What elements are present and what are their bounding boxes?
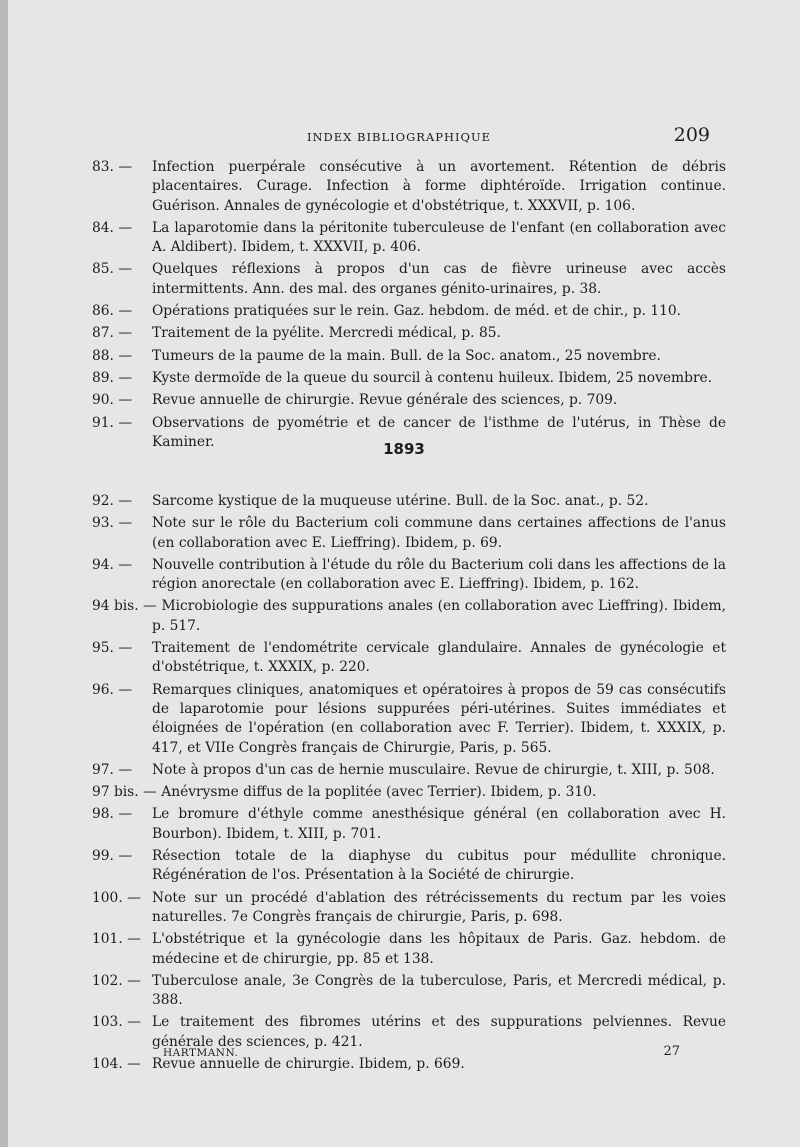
entry-text: Tuberculose anale, 3e Congrès de la tuberculose, Paris, et Mercredi médical, p. 388. bbox=[152, 972, 726, 1009]
bibliography-entry bbox=[92, 324, 726, 343]
entries-1892 bbox=[92, 158, 726, 455]
entry-text: La laparotomie dans la péritonite tuberculeuse de l'enfant (en collaboration avec A. Aldibert). Ibidem, t. XXXVII, p. 406. bbox=[152, 219, 726, 256]
entry-number: 87. — bbox=[92, 325, 133, 342]
page-header bbox=[88, 124, 710, 148]
bibliography-entry bbox=[92, 556, 726, 595]
bibliography-entry bbox=[92, 597, 726, 636]
bibliography-entry bbox=[92, 219, 726, 258]
entry-number: 104. — bbox=[92, 1056, 141, 1073]
entry-text: Kyste dermoïde de la queue du sourcil à contenu huileux. Ibidem, 25 novembre. bbox=[152, 369, 713, 386]
entry-text: Remarques cliniques, anatomiques et opératoires à propos de 59 cas consécutifs de laparotomie pour lésions suppurées péri-utérines. Suites immédiates et éloignées de l'opération (en collaboration avec F. Terrier). Ibidem, t. XXXIX, p. 417, et VIIe Congrès français de Chirurgie, Paris, p. 565. bbox=[152, 681, 726, 756]
entry-number: 97 bis. — bbox=[92, 784, 157, 801]
entry-text: Tumeurs de la paume de la main. Bull. de la Soc. anatom., 25 novembre. bbox=[152, 347, 661, 364]
footer-author: HARTMANN. bbox=[163, 1047, 239, 1059]
bibliography-entry bbox=[92, 158, 726, 216]
entry-number: 90. — bbox=[92, 392, 133, 409]
entry-text: Revue annuelle de chirurgie. Revue générale des sciences, p. 709. bbox=[152, 392, 618, 409]
bibliography-entry bbox=[92, 972, 726, 1011]
entries-1893 bbox=[92, 492, 726, 1077]
entry-number: 85. — bbox=[92, 261, 133, 278]
bibliography-entry bbox=[92, 260, 726, 299]
entry-number: 98. — bbox=[92, 806, 133, 823]
entry-text: Note sur le rôle du Bacterium coli commune dans certaines affections de l'anus (en collaboration avec E. Lieffring). Ibidem, p. 69. bbox=[152, 515, 726, 551]
entry-text: Traitement de la pyélite. Mercredi médical, p. 85. bbox=[152, 325, 501, 342]
entry-number: 89. — bbox=[92, 369, 133, 386]
bibliography-entry bbox=[92, 783, 726, 802]
year-heading: 1893 bbox=[383, 440, 425, 458]
entry-number: 84. — bbox=[92, 219, 133, 236]
entry-number: 103. — bbox=[92, 1014, 141, 1031]
book-page bbox=[8, 0, 800, 1147]
entry-text: Microbiologie des suppurations anales (en collaboration avec Lieffring). Ibidem, p. 517. bbox=[152, 598, 727, 634]
entry-text: Sarcome kystique de la muqueuse utérine. Bull. de la Soc. anat., p. 52. bbox=[152, 493, 649, 509]
bibliography-entry bbox=[92, 889, 726, 928]
entry-number: 99. — bbox=[92, 848, 133, 865]
bibliography-entry bbox=[92, 847, 726, 886]
entry-text: Opérations pratiquées sur le rein. Gaz. hebdom. de méd. et de chir., p. 110. bbox=[152, 303, 682, 320]
entry-number: 92. — bbox=[92, 493, 133, 509]
entry-number: 94 bis. — bbox=[92, 598, 157, 615]
entry-text: Quelques réflexions à propos d'un cas de fièvre urineuse avec accès intermittents. Ann. des mal. des organes génito-urinaires, p. 38. bbox=[152, 261, 726, 297]
bibliography-entry bbox=[92, 639, 726, 678]
page-number: 209 bbox=[673, 124, 710, 146]
entry-number: 101. — bbox=[92, 931, 141, 948]
bibliography-entry bbox=[92, 347, 726, 366]
entry-text: Infection puerpérale consécutive à un avortement. Rétention de débris placentaires. Curage. Infection à forme diphtéroïde. Irrigation continue. Guérison. Annales de gynécologie et d'obstétrique, t. XXXVII, p. 106. bbox=[152, 159, 726, 214]
entry-number: 97. — bbox=[92, 761, 133, 778]
bibliography-entry bbox=[92, 761, 726, 780]
entry-number: 83. — bbox=[92, 159, 133, 175]
signature-mark: 27 bbox=[663, 1044, 680, 1059]
entry-number: 95. — bbox=[92, 640, 133, 657]
entry-number: 91. — bbox=[92, 414, 133, 431]
bibliography-entry bbox=[92, 492, 726, 511]
running-title: INDEX BIBLIOGRAPHIQUE bbox=[306, 130, 492, 144]
entry-text: L'obstétrique et la gynécologie dans les hôpitaux de Paris. Gaz. hebdom. de médecine et de chirurgie, pp. 85 et 138. bbox=[152, 931, 726, 967]
entry-text: Observations de pyométrie et de cancer de l'isthme de l'utérus, in Thèse de Kaminer. bbox=[152, 414, 726, 450]
entry-text: Traitement de l'endométrite cervicale glandulaire. Annales de gynécologie et d'obstétrique, t. XXXIX, p. 220. bbox=[152, 640, 726, 676]
bibliography-entry bbox=[92, 805, 726, 844]
bibliography-entry bbox=[92, 391, 726, 410]
entry-text: Nouvelle contribution à l'étude du rôle du Bacterium coli dans les affections de la région anorectale (en collaboration avec E. Lieffring). Ibidem, p. 162. bbox=[152, 556, 726, 593]
entry-number: 96. — bbox=[92, 681, 133, 698]
entry-text: Revue annuelle de chirurgie. Ibidem, p. 669. bbox=[152, 1056, 465, 1073]
bibliography-entry bbox=[92, 681, 726, 758]
entry-text: Résection totale de la diaphyse du cubitus pour médullite chronique. Régénération de l'os. Présentation à la Société de chirurgie. bbox=[152, 848, 726, 884]
entry-number: 88. — bbox=[92, 347, 133, 364]
bibliography-entry bbox=[92, 930, 726, 969]
entry-number: 93. — bbox=[92, 515, 133, 532]
entry-number: 86. — bbox=[92, 303, 133, 320]
entry-number: 102. — bbox=[92, 972, 141, 989]
bibliography-entry bbox=[92, 302, 726, 321]
entry-number: 94. — bbox=[92, 556, 133, 573]
entry-text: Le bromure d'éthyle comme anesthésique général (en collaboration avec H. Bourbon). Ibidem, t. XIII, p. 701. bbox=[152, 806, 726, 842]
bibliography-entry bbox=[92, 514, 726, 553]
entry-text: Note à propos d'un cas de hernie musculaire. Revue de chirurgie, t. XIII, p. 508. bbox=[152, 761, 715, 778]
entry-text: Anévrysme diffus de la poplitée (avec Terrier). Ibidem, p. 310. bbox=[161, 784, 597, 801]
entry-text: Note sur un procédé d'ablation des rétrécissements du rectum par les voies naturelles. 7e Congrès français de chirurgie, Paris, p. 698. bbox=[152, 889, 726, 925]
entry-number: 100. — bbox=[92, 889, 141, 906]
bibliography-entry bbox=[92, 369, 726, 388]
entry-text: Le traitement des fibromes utérins et des suppurations pelviennes. Revue générale des sciences, p. 421. bbox=[152, 1014, 726, 1050]
